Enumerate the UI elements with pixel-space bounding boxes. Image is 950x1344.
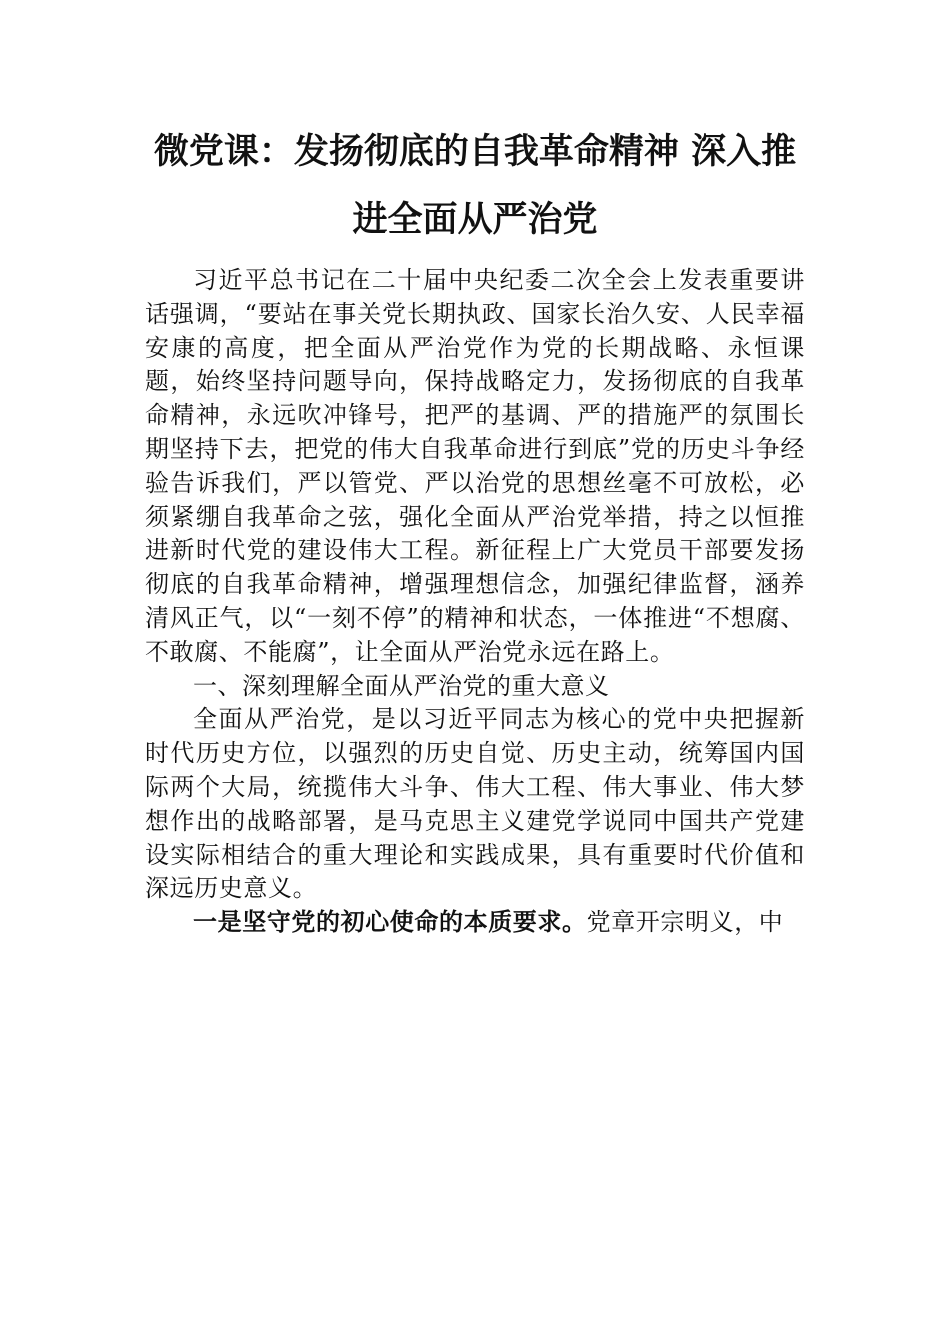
- point-one-lead: 一是坚守党的初心使命的本质要求。: [193, 908, 587, 937]
- point-one-text: 党章开宗明义，中: [586, 908, 784, 937]
- intro-paragraph: 习近平总书记在二十届中央纪委二次全会上发表重要讲话强调，“要站在事关党长期执政、国家长治久安、人民幸福安康的高度，把全面从严治党作为党的长期战略、永恒课题，始终坚持问题导向，保持战略定力，发扬彻底的自我革命精神，永远吹冲锋号，把严的基调、严的措施严的氛围长期坚持下去，把党的伟大自我革命进行到底”党的历史斗争经验告诉我们，严以管党、严以治党的思想丝毫不可放松，必须紧绷自我革命之弦，强化全面从严治党举措，持之以恒推进新时代党的建设伟大工程。新征程上广大党员干部要发扬彻底的自我革命精神，增强理想信念，加强纪律监督，涵养清风正气，以“一刻不停”的精神和状态，一体推进“不想腐、不敢腐、不能腐”，让全面从严治党永远在路上。: [145, 266, 805, 666]
- section-heading: 一、深刻理解全面从严治党的重大意义: [193, 671, 610, 700]
- document-body: [145, 118, 805, 940]
- document-title: 微党课：发扬彻底的自我革命精神 深入推进全面从严治党: [153, 131, 797, 240]
- point-one-paragraph: [145, 906, 805, 940]
- section-paragraph: 全面从严治党，是以习近平同志为核心的党中央把握新时代历史方位，以强烈的历史自觉、历史主动，统筹国内国际两个大局，统揽伟大斗争、伟大工程、伟大事业、伟大梦想作出的战略部署，是马克思主义建党学说同中国共产党建设实际相结合的重大理论和实践成果，具有重要时代价值和深远历史意义。: [145, 705, 805, 903]
